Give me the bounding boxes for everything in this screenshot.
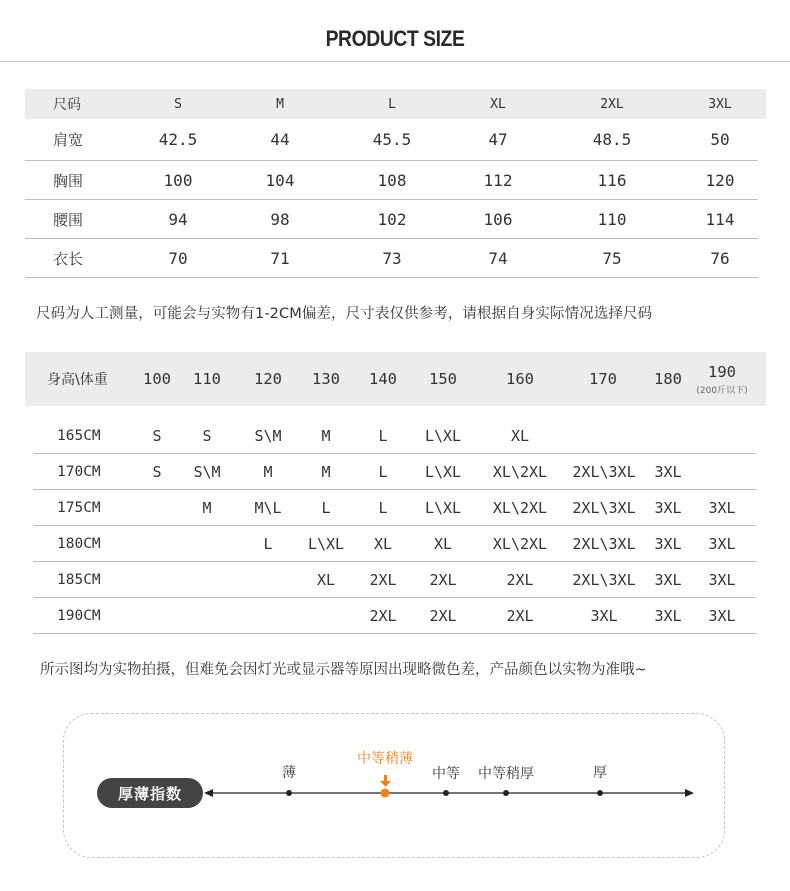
table-cell: 3XL: [708, 570, 736, 589]
table-cell: XL: [316, 570, 336, 589]
table-cell: 70: [168, 248, 188, 268]
table-cell: 2XL\3XL: [572, 462, 636, 481]
scale-dot: [286, 790, 292, 796]
table-cell: 48.5: [592, 130, 632, 149]
row-height: 170CM: [57, 463, 101, 480]
table-cell: L: [263, 534, 273, 553]
table-cell: 102: [377, 209, 407, 229]
table-cell: L: [321, 498, 331, 517]
table-cell: XL\2XL: [492, 498, 548, 517]
table-cell: 120: [705, 170, 735, 190]
table-cell: 114: [705, 209, 735, 229]
table-cell: 3XL: [590, 606, 618, 625]
table-cell: 104: [265, 170, 295, 190]
row-height: 175CM: [57, 499, 101, 516]
table-cell: 3XL: [654, 606, 682, 625]
thickness-label: 中等稍厚: [478, 766, 534, 782]
scale-dot: [597, 790, 603, 796]
selected-pointer-stem: [384, 775, 387, 782]
row-height: 190CM: [57, 607, 101, 624]
table-cell: 110: [597, 209, 627, 229]
row-label: 肩宽: [53, 131, 84, 149]
table-cell: 2XL: [369, 570, 397, 589]
table-cell: 2XL\3XL: [572, 534, 636, 553]
table-cell: 100: [163, 170, 193, 190]
header-size: 2XL: [600, 96, 624, 112]
table-cell: 75: [602, 248, 622, 268]
weight-value: 160: [506, 370, 534, 388]
table-cell: 3XL: [654, 462, 682, 481]
table-cell: L\XL: [424, 498, 462, 517]
weight-value: 110: [193, 370, 221, 388]
table-cell: L: [378, 426, 388, 445]
table-cell: S\M: [254, 426, 282, 445]
weight-value: 170: [589, 370, 617, 388]
table-cell: 106: [483, 209, 513, 229]
thickness-badge: 厚薄指数: [97, 778, 203, 808]
row-label: 衣长: [53, 249, 84, 268]
color-note: 所示图均为实物拍摄，但难免会因灯光或显示器等原因出现略微色差，产品颜色以实物为准哦~: [40, 662, 647, 678]
row-height: 185CM: [57, 571, 101, 588]
table-cell: 2XL\3XL: [572, 570, 636, 589]
selected-pointer-arrow-icon: [380, 781, 391, 787]
scale-dot: [381, 789, 390, 798]
row-height: 180CM: [57, 535, 101, 552]
header-label: 身高\体重: [47, 372, 108, 388]
thickness-label: 中等: [432, 766, 460, 782]
table-cell: XL: [510, 426, 530, 445]
table-cell: 3XL: [708, 534, 736, 553]
weight-value: 140: [369, 370, 397, 388]
table-cell: M: [202, 498, 212, 517]
header-size: M: [276, 96, 284, 112]
weight-note: (200斤以下): [696, 385, 748, 396]
scale-left-arrow-icon: [204, 789, 213, 797]
header-label: 尺码: [53, 97, 81, 113]
table-cell: 2XL\3XL: [572, 498, 636, 517]
row-label: 胸围: [53, 171, 84, 190]
table-cell: S: [152, 462, 162, 481]
table-cell: 3XL: [654, 534, 682, 553]
table-cell: 3XL: [708, 498, 736, 517]
table-cell: 2XL: [506, 606, 534, 625]
weight-value: 190: [708, 362, 736, 381]
table-cell: XL\2XL: [492, 534, 548, 553]
table-cell: 116: [597, 170, 627, 190]
weight-value: 150: [429, 370, 457, 388]
table-cell: 3XL: [708, 606, 736, 625]
table-cell: 76: [710, 248, 730, 268]
table-cell: 47: [488, 130, 508, 149]
table-cell: L\XL: [307, 534, 345, 553]
table-cell: 94: [168, 209, 188, 229]
table-cell: M: [321, 426, 331, 445]
row-label: 腰围: [53, 210, 84, 229]
table-cell: 71: [270, 248, 290, 268]
table-cell: L: [378, 462, 388, 481]
header-size: L: [388, 96, 396, 112]
table-cell: 45.5: [372, 130, 412, 149]
header-size: XL: [490, 96, 506, 112]
table-cell: 2XL: [429, 606, 457, 625]
table-cell: XL: [433, 534, 453, 553]
table-cell: S: [152, 426, 162, 445]
header-size: S: [174, 96, 182, 112]
table-cell: 42.5: [158, 130, 198, 149]
weight-value: 100: [143, 370, 171, 388]
table-cell: M\L: [254, 498, 282, 517]
table-cell: XL\2XL: [492, 462, 548, 481]
thickness-label-selected: 中等稍薄: [357, 751, 413, 767]
table-cell: 98: [270, 209, 290, 229]
table-cell: 3XL: [654, 498, 682, 517]
table-cell: 50: [710, 130, 730, 149]
table-cell: M: [321, 462, 331, 481]
weight-value: 180: [654, 370, 682, 388]
table-cell: L: [378, 498, 388, 517]
table-cell: 2XL: [429, 570, 457, 589]
header-size: 3XL: [708, 96, 732, 112]
scale-dot: [443, 790, 449, 796]
table-cell: S\M: [193, 462, 221, 481]
scale-dot: [503, 790, 509, 796]
table-cell: XL: [373, 534, 393, 553]
table-cell: 108: [377, 170, 407, 190]
weight-value: 130: [312, 370, 340, 388]
table-cell: L\XL: [424, 426, 462, 445]
scale-right-arrow-icon: [685, 789, 694, 797]
table-cell: 44: [270, 130, 290, 149]
thickness-label: 薄: [282, 765, 296, 781]
page-title: PRODUCT SIZE: [325, 26, 465, 51]
table-cell: 2XL: [369, 606, 397, 625]
row-height: 165CM: [57, 427, 101, 444]
table-cell: 2XL: [506, 570, 534, 589]
measurement-note: 尺码为人工测量，可能会与实物有1-2CM偏差，尺寸表仅供参考，请根据自身实际情况选择尺码: [36, 306, 653, 322]
thickness-label: 厚: [593, 765, 607, 781]
table-cell: M: [263, 462, 273, 481]
table-cell: S: [202, 426, 212, 445]
table-cell: 3XL: [654, 570, 682, 589]
table-cell: 74: [488, 248, 508, 268]
table-cell: L\XL: [424, 462, 462, 481]
table-cell: 112: [483, 170, 513, 190]
table-cell: 73: [382, 248, 402, 268]
weight-value: 120: [254, 370, 282, 388]
